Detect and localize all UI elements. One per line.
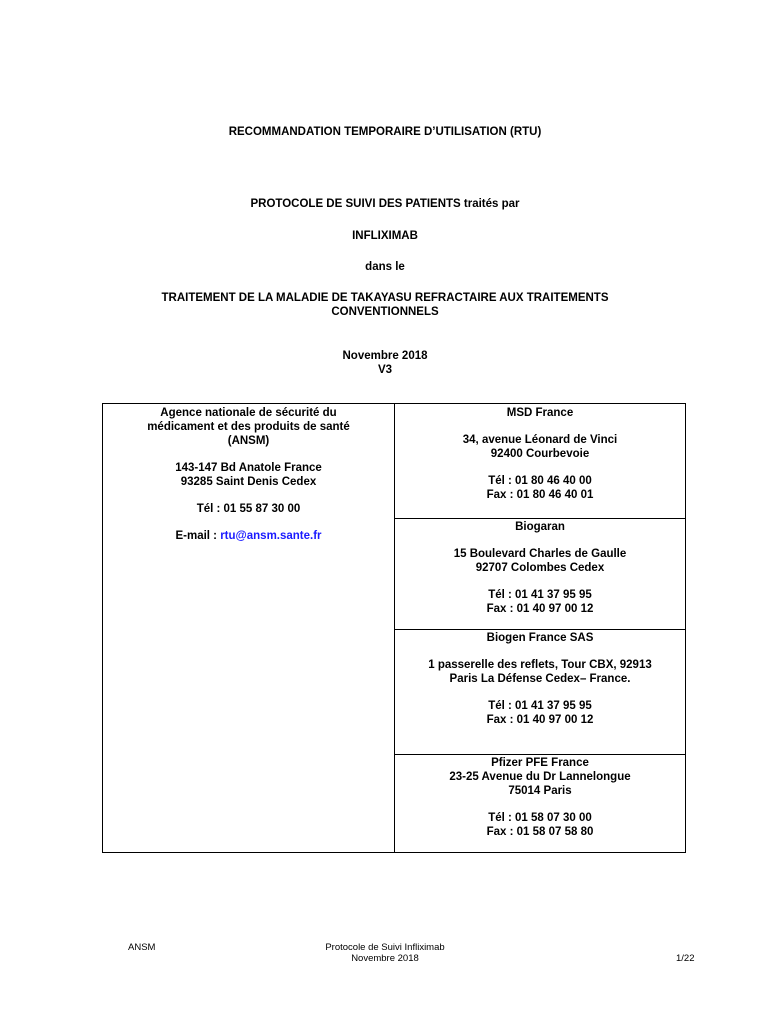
email-link[interactable]: rtu@ansm.sante.fr: [220, 530, 322, 542]
company-address-line: 92707 Colombes Cedex: [475, 562, 605, 574]
contacts-table: [102, 403, 686, 853]
company-address-line: 75014 Paris: [508, 785, 572, 797]
company-name: MSD France: [506, 407, 574, 419]
company-cell: [395, 406, 685, 502]
row-divider: [394, 754, 685, 755]
company-address-line: Paris La Défense Cedex– France.: [449, 673, 631, 685]
company-tel: Tél : 01 80 46 40 00: [488, 475, 592, 487]
company-fax: Fax : 01 40 97 00 12: [486, 603, 594, 615]
ansm-address-line: 143-147 Bd Anatole France: [175, 462, 322, 474]
ansm-address-line: 93285 Saint Denis Cedex: [180, 476, 317, 488]
email-label: E-mail :: [175, 530, 221, 542]
company-address-line: 92400 Courbevoie: [490, 448, 590, 460]
protocol-line: PROTOCOLE DE SUIVI DES PATIENTS traités par: [250, 198, 520, 210]
footer-center: [285, 942, 485, 964]
footer-left: ANSM: [128, 942, 156, 953]
company-tel: Tél : 01 41 37 95 95: [488, 589, 592, 601]
company-name: Pfizer PFE France: [491, 757, 589, 769]
footer-center-line: Novembre 2018: [351, 953, 419, 964]
ansm-tel: Tél : 01 55 87 30 00: [196, 503, 301, 515]
document-title: RECOMMANDATION TEMPORAIRE D’UTILISATION (RTU): [228, 126, 542, 138]
company-address-line: 15 Boulevard Charles de Gaulle: [453, 548, 627, 560]
indication-line-1: TRAITEMENT DE LA MALADIE DE TAKAYASU REFRACTAIRE AUX TRAITEMENTS: [161, 292, 609, 304]
ansm-name-line: (ANSM): [227, 435, 270, 447]
company-tel: Tél : 01 58 07 30 00: [488, 812, 592, 824]
ansm-email-line: [103, 529, 394, 543]
document-date: Novembre 2018: [342, 350, 428, 362]
document-version: V3: [377, 364, 393, 376]
company-cell: [395, 520, 685, 616]
row-divider: [394, 518, 685, 519]
footer-center-line: Protocole de Suivi Infliximab: [325, 942, 445, 953]
company-address-line: 34, avenue Léonard de Vinci: [462, 434, 618, 446]
company-name: Biogaran: [515, 521, 565, 533]
company-fax: Fax : 01 58 07 58 80: [486, 826, 594, 838]
drug-name: INFLIXIMAB: [352, 230, 418, 242]
page-number: 1/22: [676, 953, 695, 964]
company-name: Biogen France SAS: [486, 632, 594, 644]
company-tel: Tél : 01 41 37 95 95: [488, 700, 592, 712]
company-cell: [395, 631, 685, 727]
row-divider: [394, 629, 685, 630]
ansm-cell: [103, 406, 394, 543]
company-fax: Fax : 01 80 46 40 01: [486, 489, 594, 501]
company-address-line: 23-25 Avenue du Dr Lannelongue: [449, 771, 631, 783]
company-cell: [395, 756, 685, 839]
company-address-line: 1 passerelle des reflets, Tour CBX, 92913: [428, 659, 652, 671]
company-fax: Fax : 01 40 97 00 12: [486, 714, 594, 726]
dans-le-line: dans le: [365, 261, 405, 273]
ansm-name-line: médicament et des produits de santé: [147, 421, 350, 433]
ansm-name-line: Agence nationale de sécurité du: [160, 407, 337, 419]
indication-line-2: CONVENTIONNELS: [331, 306, 439, 318]
